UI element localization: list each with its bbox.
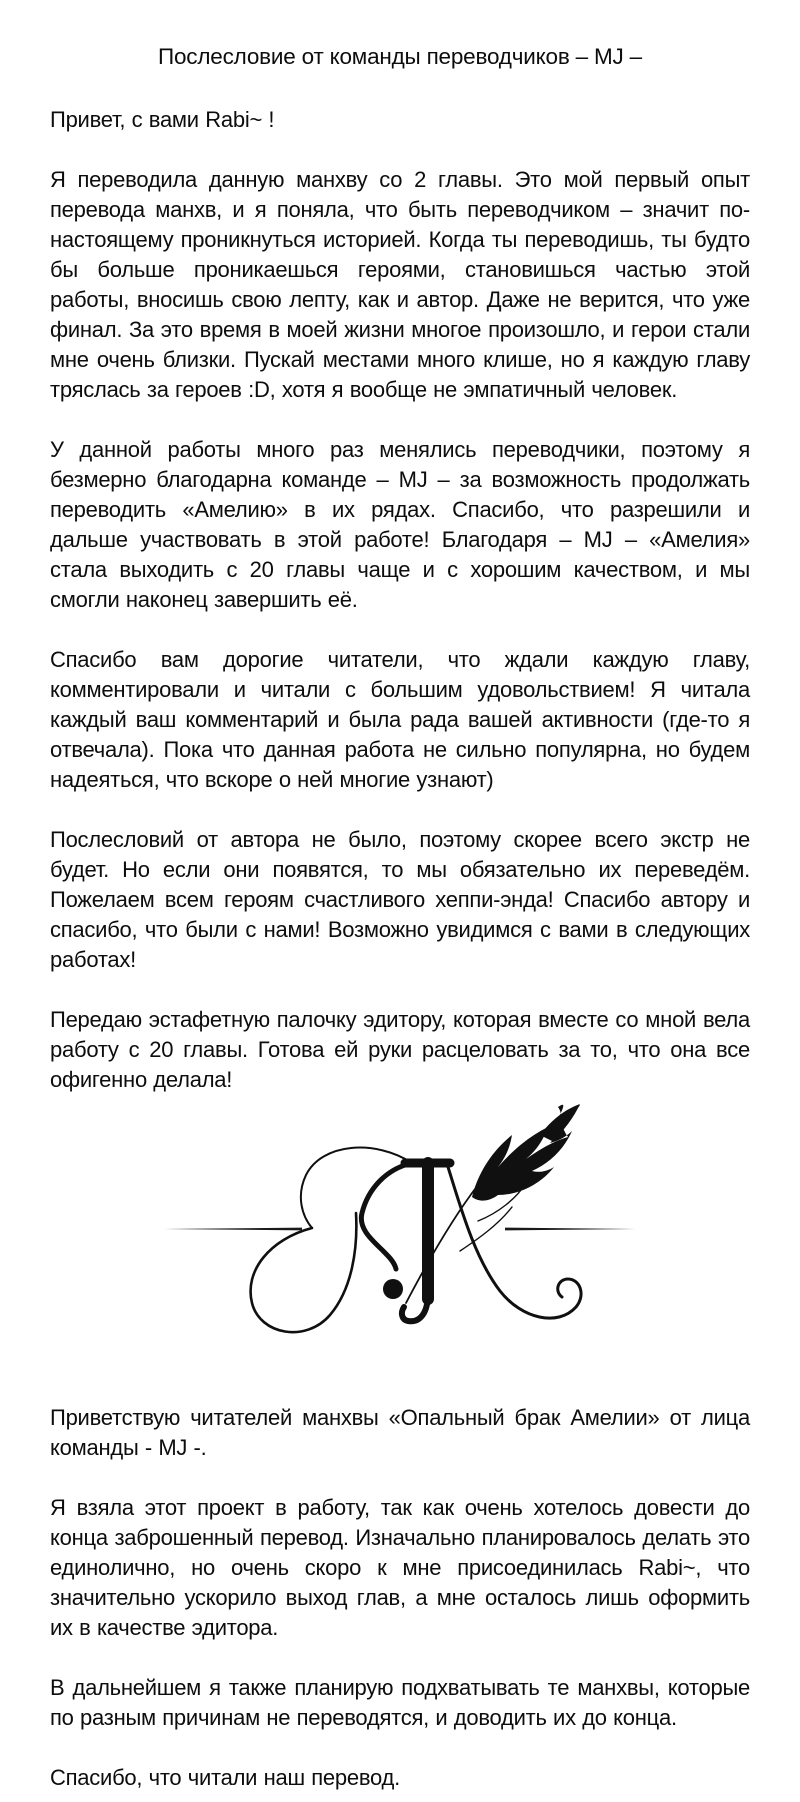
- translator-paragraph-5: Передаю эстафетную палочку эдитору, которая вместе со мной вела работу с 20 главы. Готова ей руки расцеловать за то, что она все офигенно делала!: [50, 1007, 750, 1092]
- translator-paragraph-2: У данной работы много раз менялись переводчики, поэтому я безмерно благодарна команде – MJ – за возможность продолжать переводить «Амелию» в их рядах. Спасибо, что разрешили и дальше участвовать в этой работе! Благодаря – MJ – «Амелия» стала выходить с 20 главы чаще и с хорошим качеством, и мы смогли наконец завершить её.: [50, 437, 750, 612]
- editor-paragraph-3: В дальнейшем я также планирую подхватывать те манхвы, которые по разным причинам не переводятся, и доводить их до конца.: [50, 1675, 750, 1730]
- left-divider-line: [164, 1228, 302, 1231]
- translator-paragraph-3: Спасибо вам дорогие читатели, что ждали каждую главу, комментировали и читали с большим удовольствием! Я читала каждый ваш комментарий и была рада вашей активности (где-то я отвечала). Пока что данная работа не сильно популярна, но будем надеяться, что вскоре о ней многие узнают): [50, 647, 750, 792]
- greeting-text: Привет, с вами Rabi~ !: [50, 107, 275, 132]
- editor-paragraph-1: Приветствую читателей манхвы «Опальный брак Амелии» от лица команды - MJ -.: [50, 1405, 750, 1460]
- mj-monogram-logo: [160, 1101, 640, 1373]
- translator-paragraph-1: Я переводила данную манхву со 2 главы. Это мой первый опыт перевода манхв, и я поняла, что быть переводчиком – значит по-настоящему проникнуться историей. Когда ты переводишь, ты будто бы больше проникаешься героями, становишься частью этой работы, вносишь свою лепту, как и автор. Даже не верится, что уже финал. За это время в моей жизни многое произошло, и герои стали мне очень близки. Пускай местами много клише, но я каждую главу тряслась за героев :D, хотя я вообще не эмпатичный человек.: [50, 167, 750, 402]
- team-logo: [160, 1101, 640, 1373]
- translator-paragraph-4: Послесловий от автора не было, поэтому скорее всего экстр не будет. Но если они появятся, то мы обязательно их переведём. Пожелаем всем героям счастливого хеппи-энда! Спасибо автору и спасибо, что были с нами! Возможно увидимся с вами в следующих работах!: [50, 827, 750, 972]
- mj-monogram: [251, 1104, 581, 1332]
- editor-paragraph-4: Спасибо, что читали наш перевод.: [50, 1765, 400, 1790]
- page-title: Послесловие от команды переводчиков – MJ –: [158, 44, 642, 69]
- right-divider-line: [505, 1228, 636, 1231]
- editor-paragraph-2: Я взяла этот проект в работу, так как очень хотелось довести до конца заброшенный перевод. Изначально планировалось делать это единолично, но очень скоро к мне присоединилась Rabi~, что значительно ускорило выход глав, а мне осталось лишь оформить их в качестве эдитора.: [50, 1495, 750, 1640]
